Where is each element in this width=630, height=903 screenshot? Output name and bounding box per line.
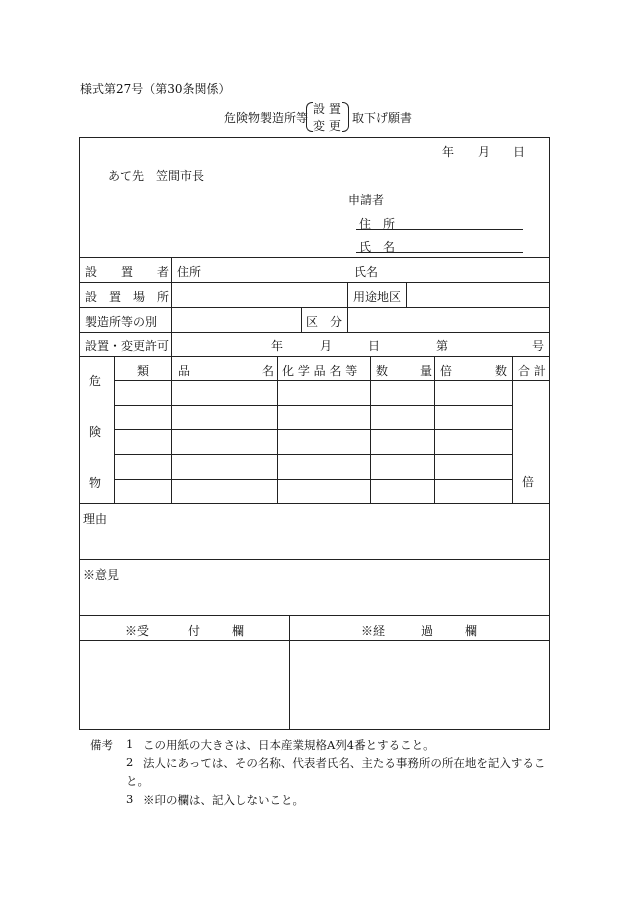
col-category-left [301, 307, 302, 332]
header-mult-1: 倍 [440, 364, 453, 378]
rule-hazmat-row-1 [114, 405, 512, 406]
col-category-right [347, 307, 348, 332]
header-total: 合 計 [518, 364, 546, 378]
applicant-address-line [356, 229, 523, 230]
progress-2: 過 [421, 624, 434, 638]
rule-hazmat-row-3 [114, 454, 512, 455]
header-kind: 類 [137, 364, 150, 378]
rule-hazmat-row-4 [114, 479, 512, 480]
hazmat-side-1: 危 [89, 374, 102, 388]
permit-number-prefix: 第 [436, 339, 449, 353]
permit-month: 月 [320, 339, 333, 353]
col-zoning-value [406, 282, 407, 307]
col-hazmat-side [114, 356, 115, 503]
permit-number-suffix: 号 [532, 339, 545, 353]
header-product-2: 名 [262, 364, 275, 378]
col-installer-name [347, 282, 348, 307]
col-label-divider [171, 257, 172, 356]
note-2-continuation: と。 [126, 774, 149, 788]
rule-top-block [79, 257, 550, 258]
note-3-number: 3 [126, 792, 134, 806]
note-3-text: ※印の欄は、記入しないこと。 [143, 793, 304, 807]
col-hazmat-mult [512, 356, 513, 503]
progress-3: 欄 [465, 624, 478, 638]
addressee: あて先 笠間市長 [108, 169, 205, 183]
facility-type-label: 製造所等の別 [85, 315, 158, 329]
date-year: 年 [442, 145, 455, 159]
rule-reason [79, 559, 550, 560]
note-1-number: 1 [126, 737, 134, 751]
application-form [79, 137, 550, 730]
zoning-label: 用途地区 [353, 290, 402, 304]
rule-location [79, 307, 550, 308]
note-2-text: 法人にあっては、その名称、代表者氏名、主たる事務所の所在地を記入するこ [143, 756, 546, 770]
form-number: 様式第27号（第30条関係） [80, 82, 231, 96]
header-qty-2: 量 [420, 364, 433, 378]
installer-label: 設 置 者 [85, 265, 170, 279]
applicant-name-line [356, 252, 523, 253]
reception-2: 付 [188, 624, 201, 638]
header-product-1: 品 [178, 364, 191, 378]
note-2-number: 2 [126, 755, 134, 769]
brace-left [306, 102, 313, 132]
category-label: 区 分 [306, 315, 343, 329]
installer-name-label: 氏名 [354, 265, 379, 279]
reception-3: 欄 [232, 624, 245, 638]
rule-opinion [79, 615, 550, 616]
header-mult-2: 数 [495, 364, 508, 378]
note-1-text: この用紙の大きさは、日本産業規格A列4番とすること。 [143, 738, 435, 752]
permit-day: 日 [368, 339, 381, 353]
total-unit: 倍 [522, 475, 535, 489]
col-hazmat-product [277, 356, 278, 503]
rule-hazmat-header [114, 380, 550, 381]
hazmat-side-3: 物 [89, 476, 102, 490]
date-month: 月 [478, 145, 491, 159]
hazmat-side-2: 険 [89, 425, 102, 439]
col-hazmat-qty [434, 356, 435, 503]
opinion-label: ※意見 [83, 568, 120, 582]
reception-1: ※受 [125, 624, 150, 638]
rule-facility [79, 332, 550, 333]
applicant-name-label: 氏 名 [359, 240, 396, 254]
reason-label: 理由 [83, 512, 108, 526]
rule-hazmat-row-2 [114, 429, 512, 430]
date-day: 日 [513, 145, 526, 159]
col-hazmat-chemical [370, 356, 371, 503]
header-chemical: 化 学 品 名 等 [282, 364, 358, 378]
permit-label: 設置・変更許可 [85, 339, 170, 353]
title-suffix: 取下げ願書 [352, 111, 413, 125]
col-footer-divider [289, 615, 290, 730]
rule-permit [79, 356, 550, 357]
notes-label: 備考 [90, 738, 113, 752]
rule-hazmat-bottom [79, 503, 550, 504]
title-choice-change: 変 更 [313, 119, 341, 133]
progress-1: ※経 [361, 624, 386, 638]
location-label: 設 置 場 所 [85, 290, 170, 304]
col-hazmat-kind [171, 356, 172, 503]
applicant-address-label: 住 所 [359, 217, 396, 231]
header-qty-1: 数 [376, 364, 389, 378]
title-prefix: 危険物製造所等 [224, 111, 309, 125]
installer-address-label: 住所 [177, 265, 202, 279]
permit-year: 年 [271, 339, 284, 353]
rule-installer [79, 282, 550, 283]
brace-right [342, 102, 349, 132]
applicant-label: 申請者 [348, 193, 385, 207]
rule-footer-header [79, 640, 550, 641]
title-choice-install: 設 置 [313, 102, 341, 116]
